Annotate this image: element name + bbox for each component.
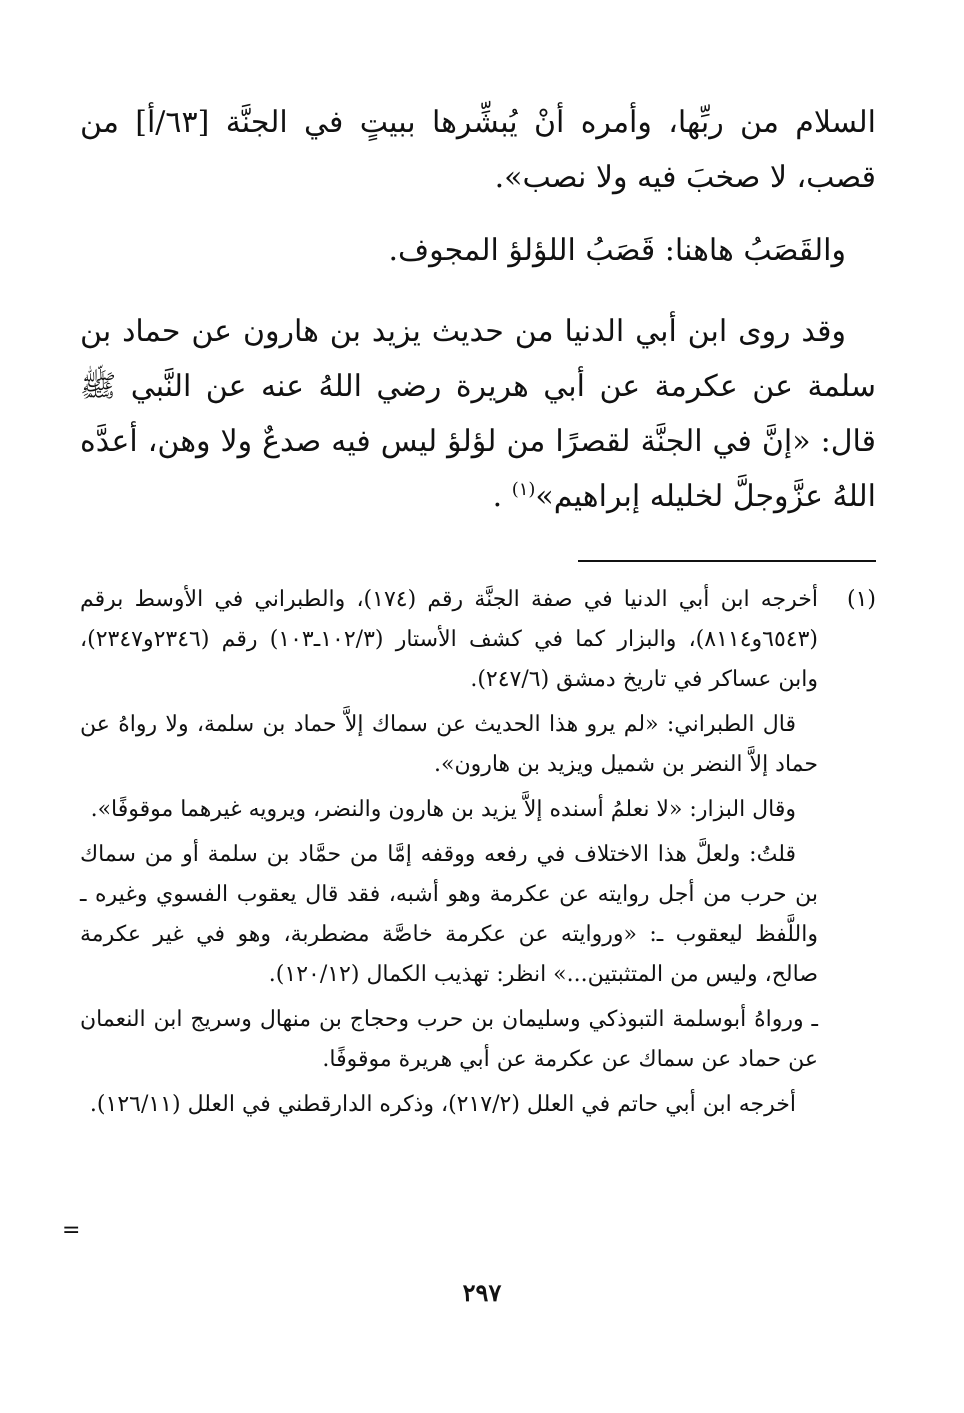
main-paragraph-1: السلام من ربِّها، وأمره أنْ يُبشِّرها ببيتٍ في الجنَّة [٦٣/أ] من قصب، لا صخبَ فيه ولا نصب». [80, 105, 876, 195]
footnote-paragraph-1: أخرجه ابن أبي الدنيا في صفة الجنَّة رقم (١٧٤)، والطبراني في الأوسط برقم (٦٥٤٣و٨١١٤)، والبزار كما في كشف الأستار (١٠٢/٣ـ١٠٣) رقم (٢٣٤٦و٢٣٤٧)، وابن عساكر في تاريخ دمشق (٢٤٧/٦). [80, 587, 819, 692]
main-paragraph-3-period: . [492, 479, 503, 514]
footnote-body [80, 580, 818, 1130]
page-number: ٢٩٧ [462, 1278, 502, 1307]
main-paragraph-3 [80, 304, 876, 524]
footnote-paragraph-3: وقال البزار: «لا نعلمُ أسنده إلاَّ يزيد بن هارون والنضر، ويرويه غيرهما موقوفًا». [90, 797, 796, 822]
footnote-1 [80, 580, 876, 1130]
main-paragraph-3-text: وقد روى ابن أبي الدنيا من حديث يزيد بن هارون عن حماد بن سلمة عن عكرمة عن أبي هريرة رضي اللهُ عنه عن النَّبي ﷺ قال: «إنَّ في الجنَّة لقصرًا من لؤلؤ ليس فيه صدعٌ ولا وهن، أعدَّه اللهُ عزَّوجلَّ لخليله إبراهيم» [80, 314, 876, 514]
main-paragraph-2: والقَصَبُ هاهنا: قَصَبُ اللؤلؤ المجوف. [388, 233, 846, 268]
footnote-separator [578, 560, 876, 562]
footnote-reference: (١) [511, 479, 536, 500]
footnote-paragraph-4: قلتُ: ولعلَّ هذا الاختلاف في رفعه ووقفه إمَّا من حمَّاد بن سلمة أو من سماك بن حرب من أجل روايته عن عكرمة وهو أشبه، فقد قال يعقوب الفسوي وغيره ـ واللَّفظ ليعقوب ـ: «وروايته عن عكرمة خاصَّة مضطربة، وهو في غير عكرمة صالح، وليس من المتثبتين...» انظر: تهذيب الكمال (١٢٠/١٢). [80, 842, 818, 987]
main-text [80, 95, 876, 524]
footnote-paragraph-2: قال الطبراني: «لم يرو هذا الحديث عن سماك إلاَّ حماد بن سلمة، ولا رواهُ عن حماد إلاَّ النضر بن شميل ويزيد بن هارون». [80, 712, 818, 777]
footnote-continuation-mark: = [62, 1218, 81, 1243]
footnote-number: (١) [846, 587, 876, 612]
footnote-paragraph-5: ـ ورواهُ أبوسلمة التبوذكي وسليمان بن حرب وحجاج بن منهال وسريج ابن النعمان عن حماد عن سماك عن عكرمة عن أبي هريرة موقوفًا. [80, 1007, 818, 1072]
footnote-paragraph-6: أخرجه ابن أبي حاتم في العلل (٢١٧/٢)، وذكره الدارقطني في العلل (١٢٦/١١). [89, 1092, 796, 1117]
page-content [80, 95, 876, 1130]
